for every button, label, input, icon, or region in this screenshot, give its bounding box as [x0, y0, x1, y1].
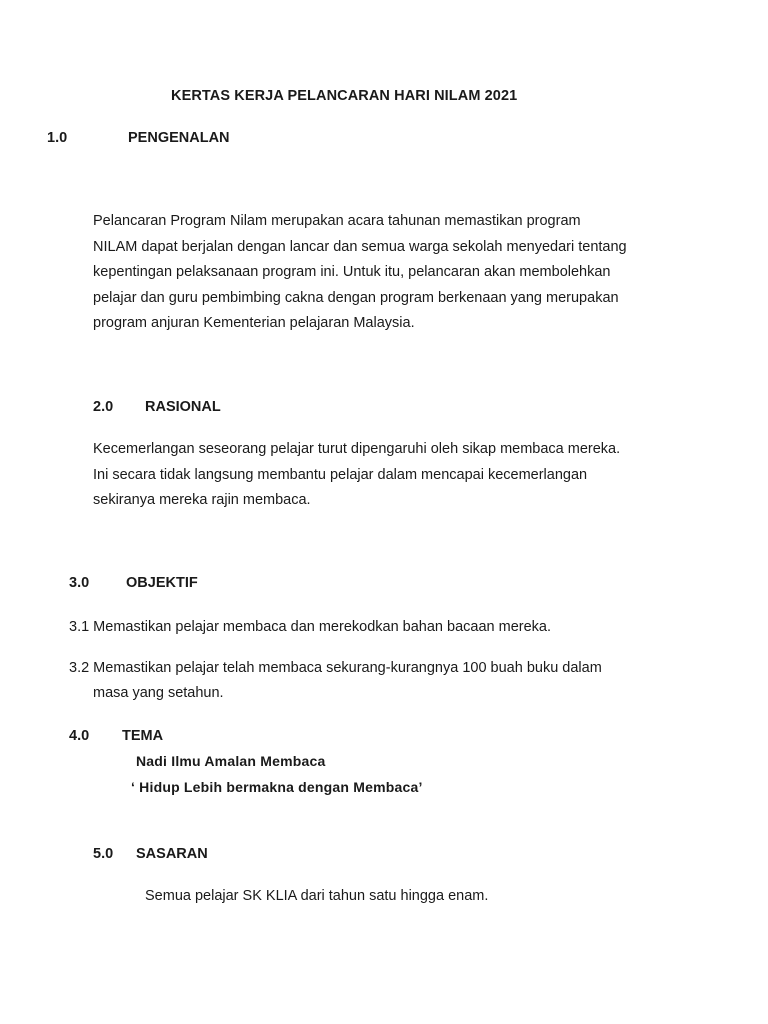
- paragraph-line: Pelancaran Program Nilam merupakan acara tahunan memastikan program: [93, 213, 581, 229]
- paragraph-line: sekiranya mereka rajin membaca.: [93, 492, 311, 508]
- target-text: Semua pelajar SK KLIA dari tahun satu hingga enam.: [145, 888, 489, 904]
- section-1-number: 1.0: [47, 130, 68, 146]
- section-3-heading: OBJEKTIF: [126, 575, 198, 591]
- objective-item-2: 3.2 Memastikan pelajar telah membaca sekurang-kurangnya 100 buah buku dalam: [69, 660, 602, 676]
- theme-line-1: Nadi Ilmu Amalan Membaca: [136, 753, 326, 769]
- section-5-heading: SASARAN: [136, 846, 208, 862]
- section-5-number: 5.0: [93, 846, 114, 862]
- paragraph-line: kepentingan pelaksanaan program ini. Untuk itu, pelancaran akan membolehkan: [93, 264, 611, 280]
- section-2-paragraph: [93, 437, 620, 514]
- paragraph-line: Kecemerlangan seseorang pelajar turut dipengaruhi oleh sikap membaca mereka.: [93, 441, 621, 457]
- section-4-heading: TEMA: [122, 728, 164, 744]
- objective-item-1: 3.1 Memastikan pelajar membaca dan merekodkan bahan bacaan mereka.: [69, 619, 551, 635]
- paragraph-line: NILAM dapat berjalan dengan lancar dan semua warga sekolah menyedari tentang: [93, 238, 627, 255]
- section-4-number: 4.0: [69, 728, 90, 744]
- section-2-number: 2.0: [93, 399, 114, 415]
- paragraph-line: Ini secara tidak langsung membantu pelajar dalam mencapai kecemerlangan: [93, 466, 588, 483]
- theme-line-2: ‘ Hidup Lebih bermakna dengan Membaca’: [131, 779, 423, 795]
- objective-item-2-continued: masa yang setahun.: [93, 685, 224, 701]
- section-1-heading: PENGENALAN: [128, 130, 230, 146]
- document-title: KERTAS KERJA PELANCARAN HARI NILAM 2021: [171, 88, 518, 104]
- paragraph-line: pelajar dan guru pembimbing cakna dengan program berkenaan yang merupakan: [93, 289, 619, 306]
- section-3-number: 3.0: [69, 575, 90, 591]
- section-1-paragraph: [93, 209, 627, 337]
- section-2-heading: RASIONAL: [145, 399, 221, 415]
- paragraph-line: program anjuran Kementerian pelajaran Malaysia.: [93, 315, 415, 331]
